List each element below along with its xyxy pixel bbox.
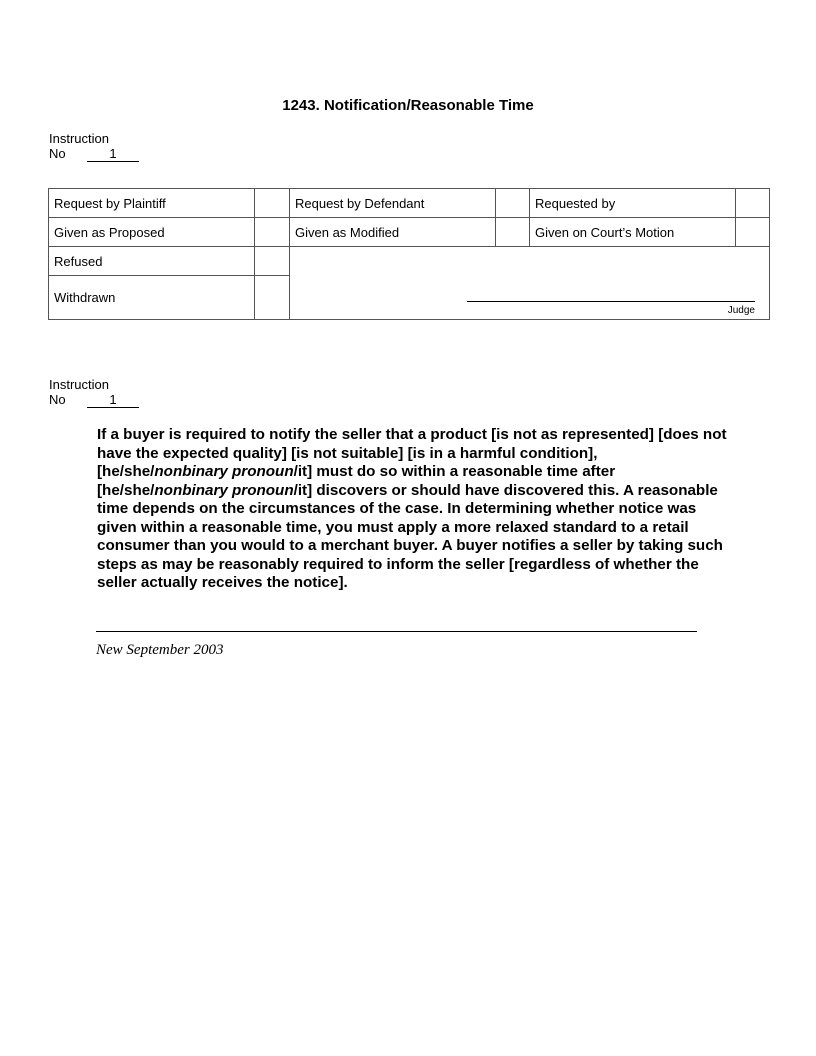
body-italic-text: nonbinary pronoun (154, 463, 294, 480)
refused-label: Refused (49, 247, 255, 276)
body-text-part: /it] must do so within a reasonable time after [he/she/ (97, 463, 616, 499)
withdrawn-box[interactable] (255, 276, 290, 320)
given-as-modified-box[interactable] (496, 218, 530, 247)
withdrawn-label: Withdrawn (49, 276, 255, 320)
instruction-number: 1 (87, 147, 139, 162)
body-text-part: If a buyer is required to notify the seller that a product [is not as represented] [does not have the expected quality] [is not suitable] [is in a harmful condition], [he/she/ (97, 426, 727, 480)
no-label: No (49, 146, 66, 161)
body-italic-text: nonbinary pronoun (154, 481, 294, 499)
judge-signature-area (290, 247, 770, 320)
history-note: New September 2003 (96, 642, 224, 658)
judge-label: Judge (727, 305, 755, 316)
given-on-courts-motion-label: Given on Court’s Motion (530, 218, 736, 247)
instruction-number-top (49, 131, 139, 162)
request-by-plaintiff-box[interactable] (255, 189, 290, 218)
judge-signature-line[interactable] (467, 301, 755, 302)
page-title: 1243. Notification/Reasonable Time (282, 97, 534, 114)
body-text-part: /it] discovers or should have discovered this. A reasonable time depends on the circumstances of the case. In determining whether notice was given within a reasonable time, you must apply a more relaxed standard to a retail consumer than you would to a merchant buyer. A buyer notifies a seller by taking such steps as may be reasonably required to inform the seller [regardless of whether the seller actually receives the notice]. (97, 481, 723, 591)
given-as-modified-label: Given as Modified (290, 218, 496, 247)
instruction-label: Instruction (49, 377, 109, 392)
instruction-label: Instruction (49, 131, 109, 146)
given-as-proposed-box[interactable] (255, 218, 290, 247)
instruction-body (97, 426, 727, 593)
requested-by-box[interactable] (736, 189, 770, 218)
request-by-defendant-box[interactable] (496, 189, 530, 218)
instruction-disposition-form (48, 188, 770, 320)
given-on-courts-motion-box[interactable] (736, 218, 770, 247)
divider (96, 631, 697, 632)
requested-by-label: Requested by (530, 189, 736, 218)
instruction-number-bottom (49, 377, 139, 408)
refused-box[interactable] (255, 247, 290, 276)
no-label: No (49, 392, 66, 407)
instruction-number: 1 (87, 393, 139, 408)
given-as-proposed-label: Given as Proposed (49, 218, 255, 247)
request-by-plaintiff-label: Request by Plaintiff (49, 189, 255, 218)
request-by-defendant-label: Request by Defendant (290, 189, 496, 218)
